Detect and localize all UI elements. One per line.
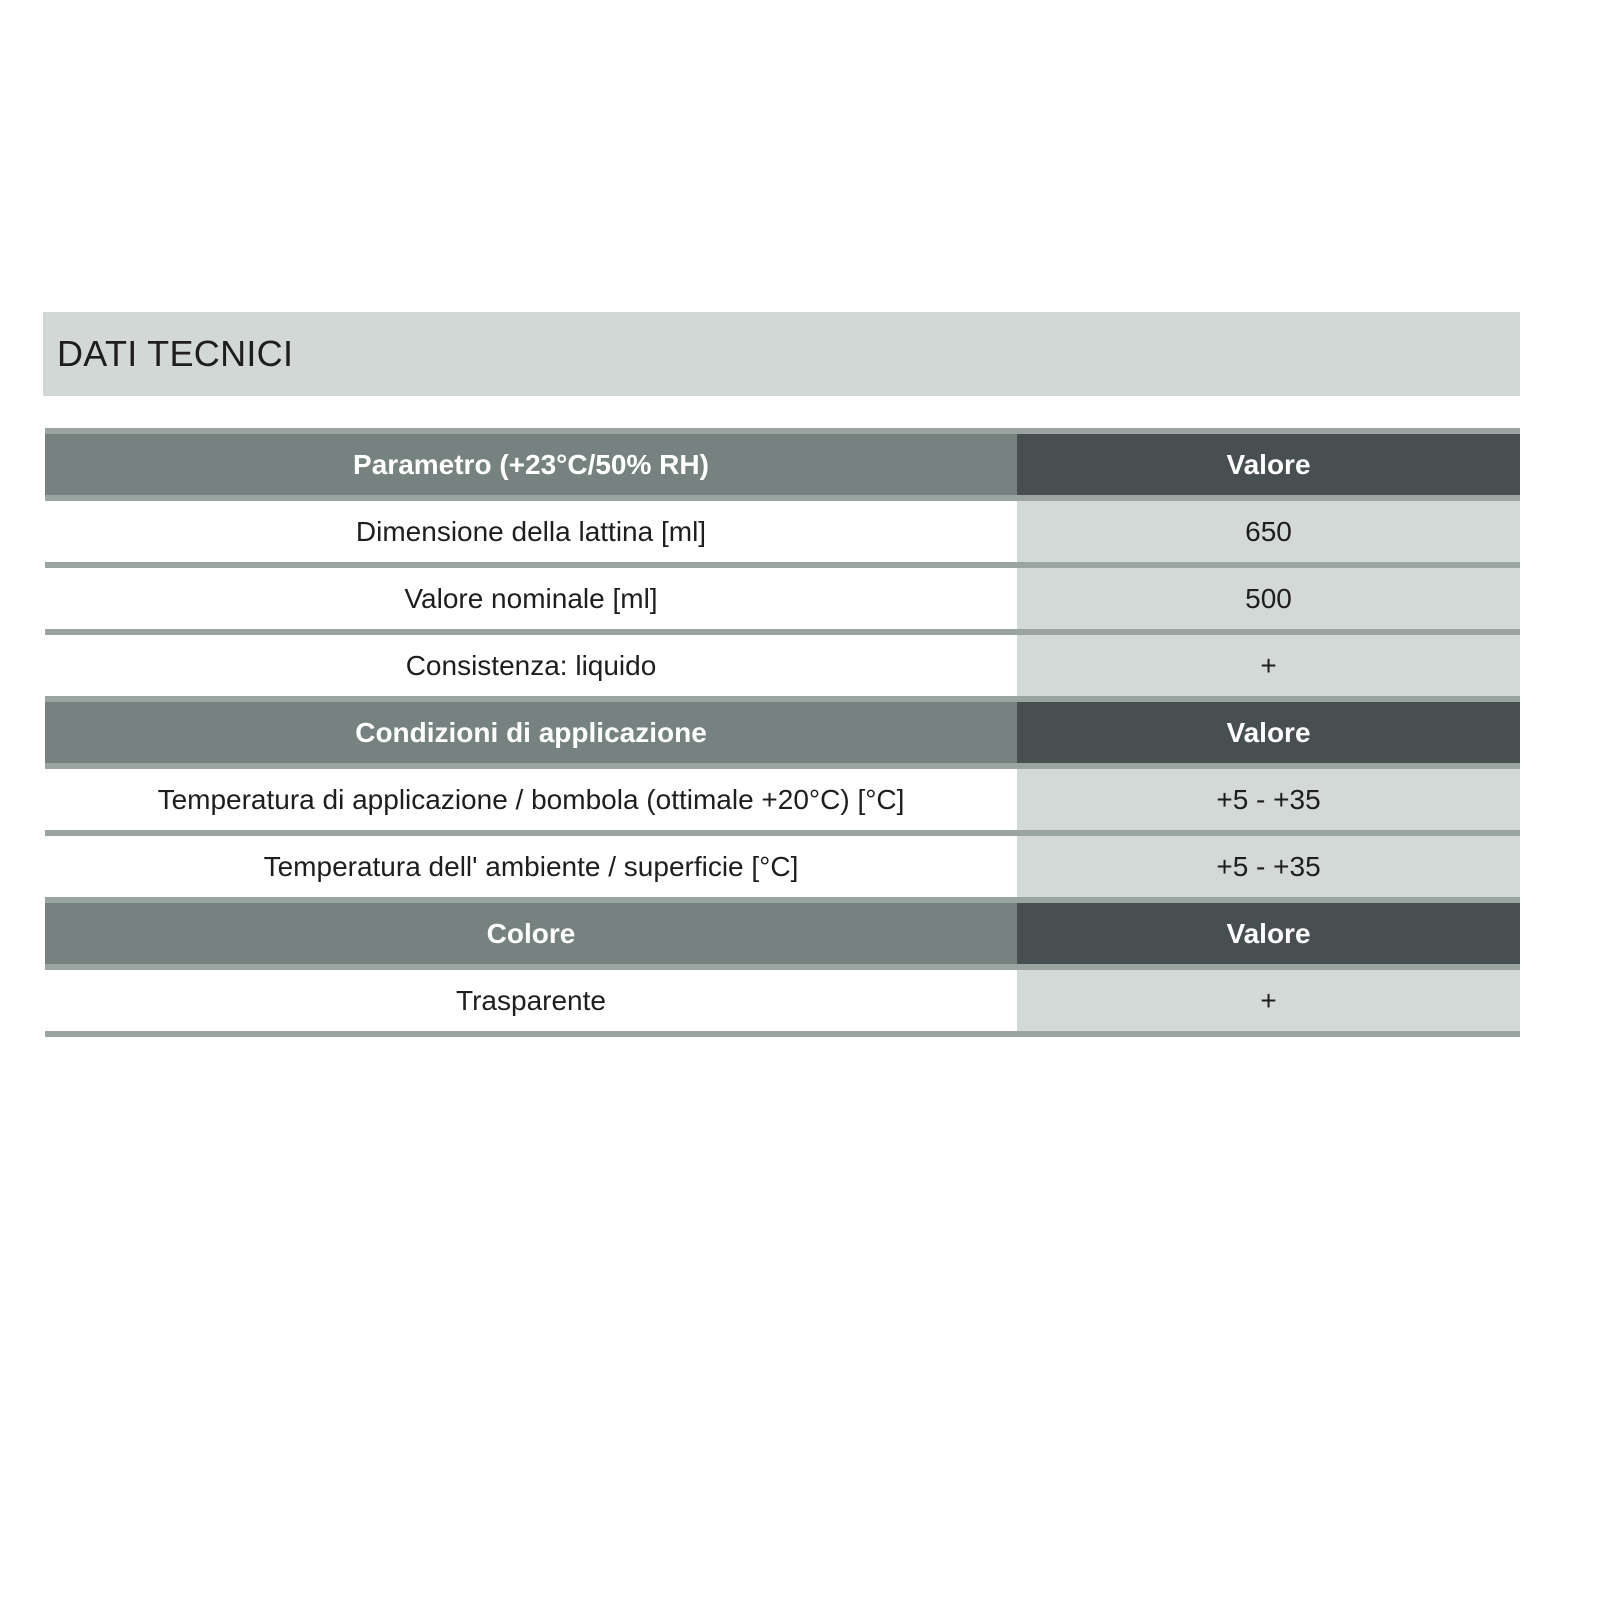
page-title: DATI TECNICI <box>57 333 294 374</box>
header-value: Valore <box>1017 702 1520 763</box>
table-row <box>45 635 1520 696</box>
row-value: 650 <box>1017 501 1520 562</box>
row-value: +5 - +35 <box>1017 769 1520 830</box>
table-row <box>45 568 1520 629</box>
table-row <box>45 501 1520 562</box>
row-label: Consistenza: liquido <box>45 635 1017 696</box>
header-label: Colore <box>45 903 1017 964</box>
table-row <box>45 769 1520 830</box>
title-bar <box>43 312 1520 396</box>
row-label: Valore nominale [ml] <box>45 568 1017 629</box>
row-value: + <box>1017 970 1520 1031</box>
header-label: Parametro (+23°C/50% RH) <box>45 434 1017 495</box>
row-label: Temperatura di applicazione / bombola (ottimale +20°C) [°C] <box>45 769 1017 830</box>
section-header-color <box>45 903 1520 964</box>
technical-data-table <box>45 428 1520 1037</box>
table-row <box>45 836 1520 897</box>
row-value: +5 - +35 <box>1017 836 1520 897</box>
row-label: Temperatura dell' ambiente / superficie [°C] <box>45 836 1017 897</box>
row-label: Trasparente <box>45 970 1017 1031</box>
section-header-parameters <box>45 434 1520 495</box>
section-header-application-conditions <box>45 702 1520 763</box>
header-value: Valore <box>1017 903 1520 964</box>
header-value: Valore <box>1017 434 1520 495</box>
table-row <box>45 970 1520 1031</box>
header-label: Condizioni di applicazione <box>45 702 1017 763</box>
row-value: 500 <box>1017 568 1520 629</box>
row-value: + <box>1017 635 1520 696</box>
row-label: Dimensione della lattina [ml] <box>45 501 1017 562</box>
row-divider <box>45 1031 1520 1037</box>
